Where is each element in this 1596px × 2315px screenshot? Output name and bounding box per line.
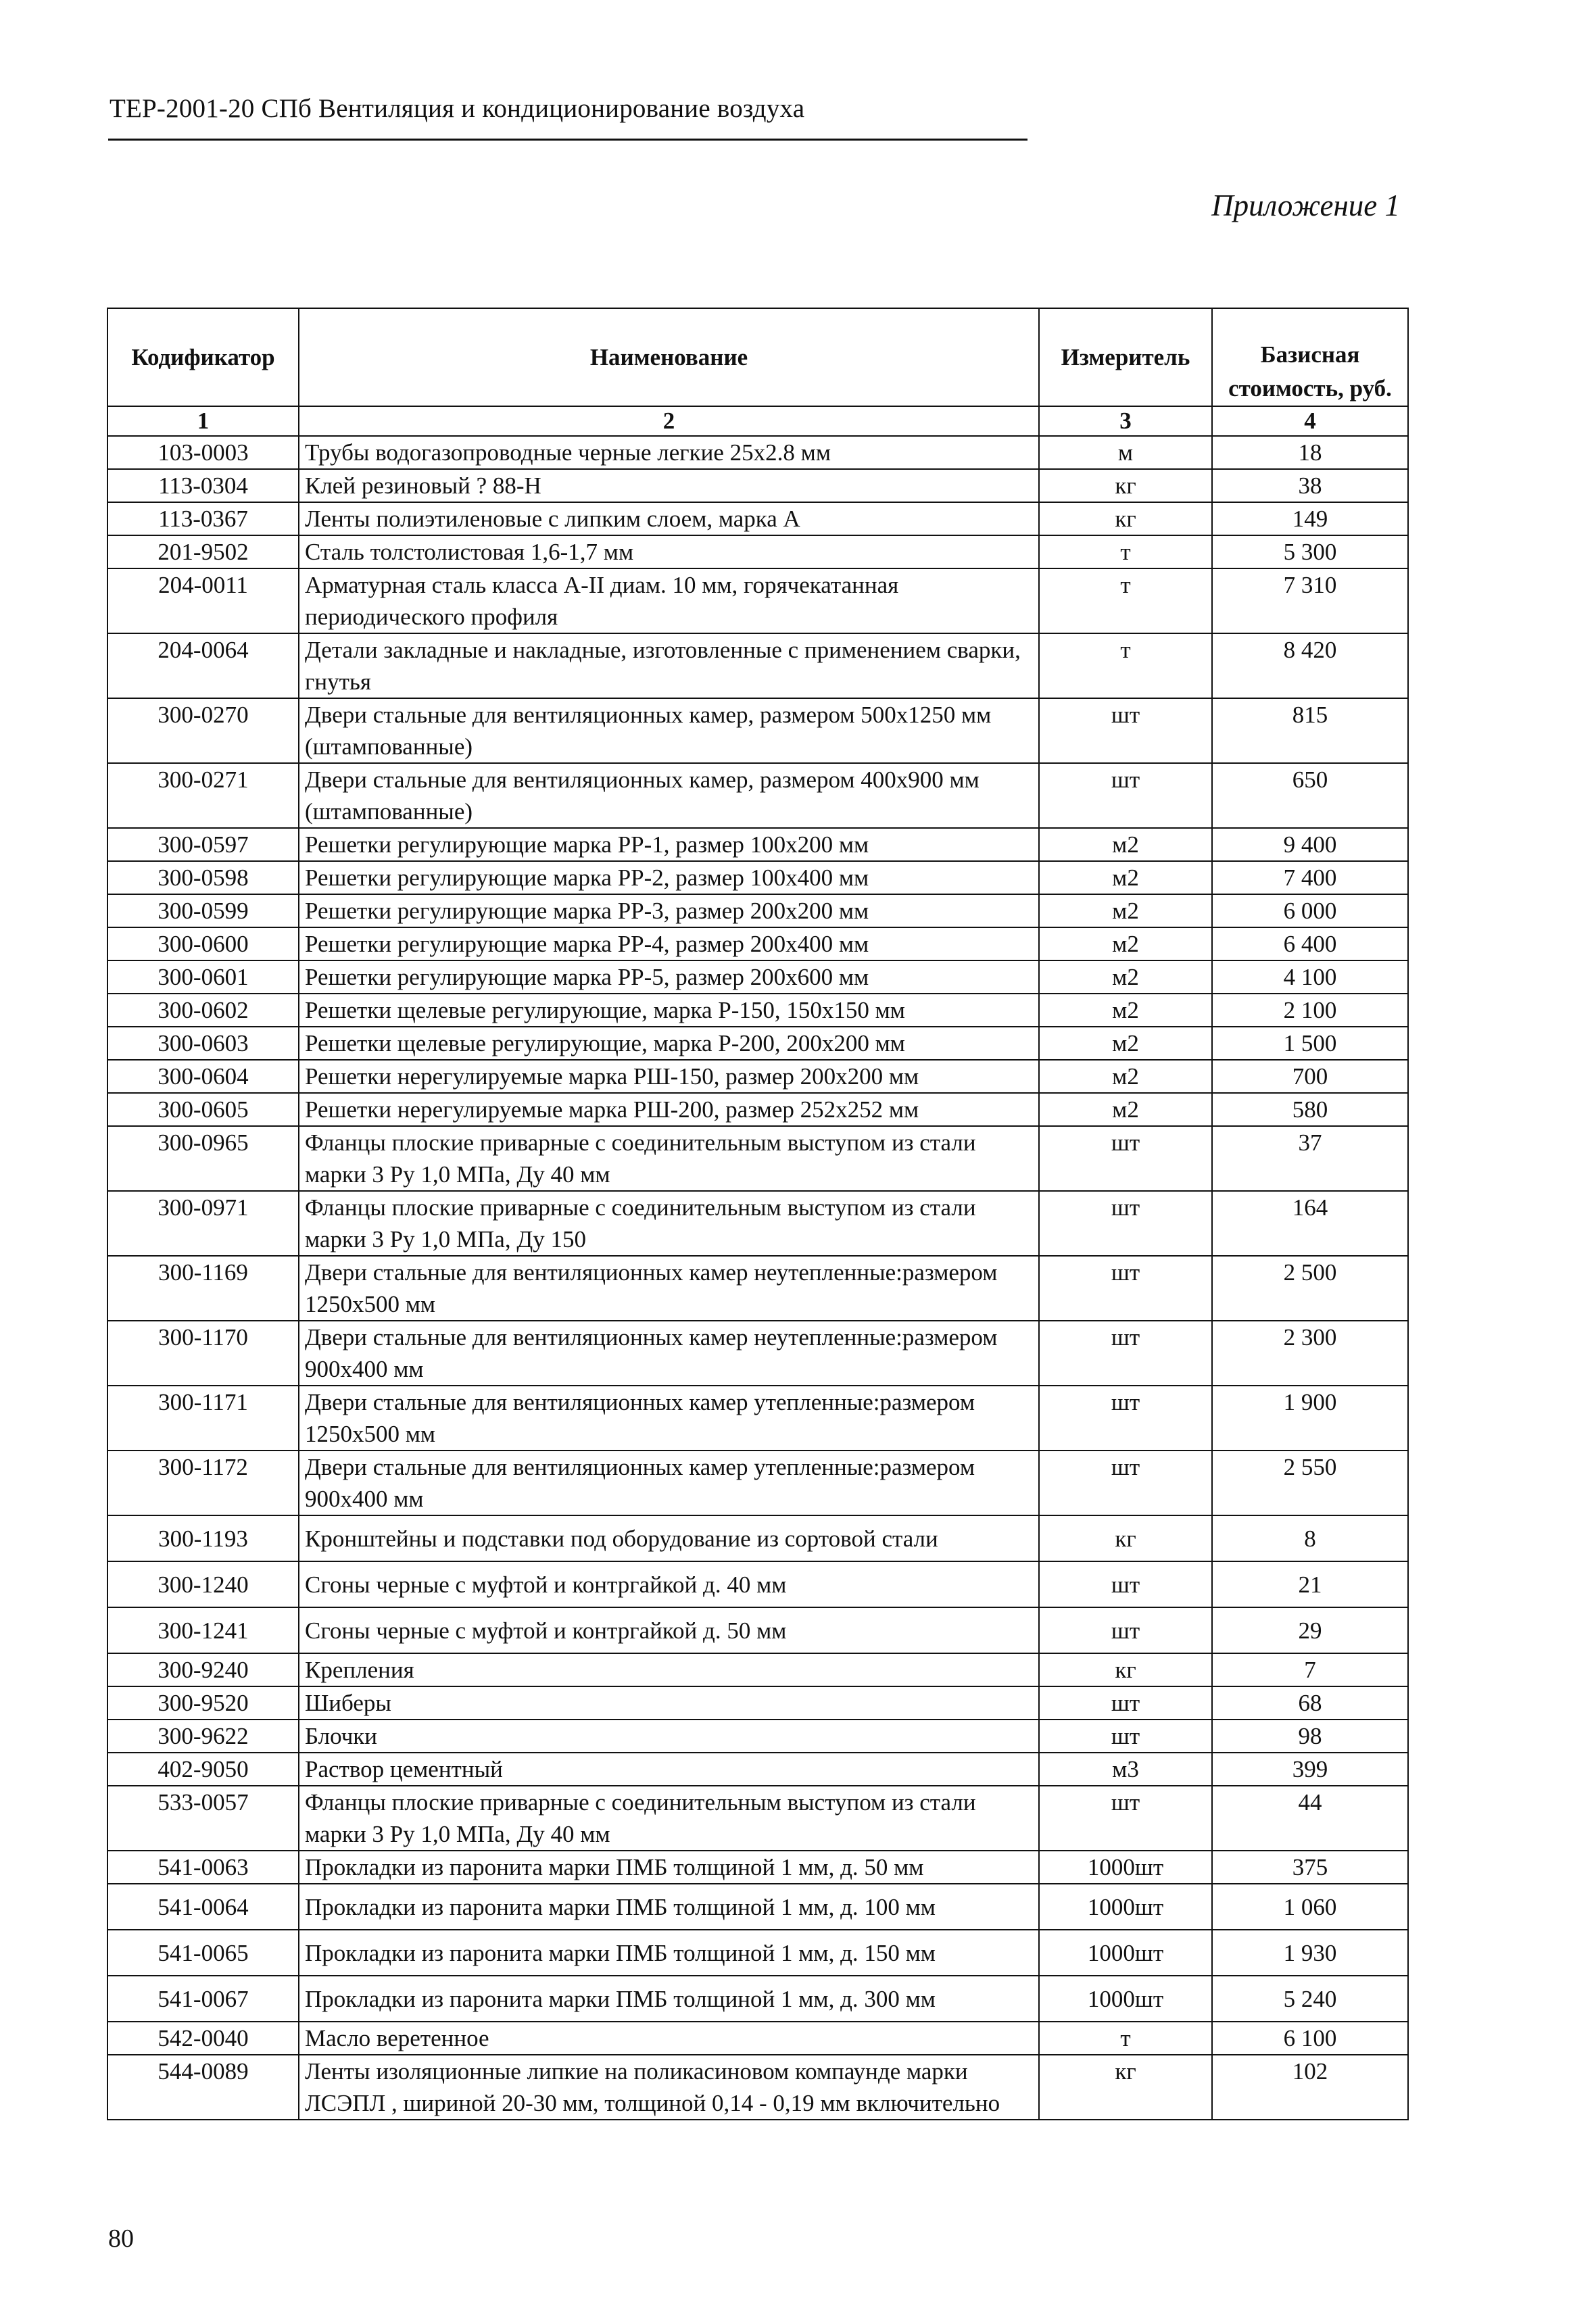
table-row <box>107 502 1408 535</box>
row-name: Решетки нерегулируемые марка РШ-150, размер 200х200 мм <box>299 1060 1039 1093</box>
row-code: 300-0971 <box>107 1191 299 1256</box>
row-name: Прокладки из паронита марки ПМБ толщиной 1 мм, д. 300 мм <box>299 1976 1039 2022</box>
row-unit: шт <box>1039 1256 1212 1321</box>
row-unit: м2 <box>1039 861 1212 894</box>
row-cost: 8 <box>1212 1515 1408 1561</box>
table-row <box>107 698 1408 763</box>
table-row <box>107 1451 1408 1515</box>
column-number-row <box>107 406 1408 436</box>
row-unit: шт <box>1039 763 1212 828</box>
row-unit: м <box>1039 436 1212 469</box>
row-cost: 700 <box>1212 1060 1408 1093</box>
row-name: Сгоны черные с муфтой и контргайкой д. 50 мм <box>299 1607 1039 1653</box>
row-code: 300-0271 <box>107 763 299 828</box>
row-cost: 21 <box>1212 1561 1408 1607</box>
row-unit: м2 <box>1039 1093 1212 1126</box>
row-name: Решетки регулирующие марка РР-5, размер 200х600 мм <box>299 960 1039 994</box>
row-code: 541-0065 <box>107 1930 299 1976</box>
row-code: 541-0063 <box>107 1851 299 1884</box>
table-header-row <box>107 308 1408 406</box>
table-row <box>107 763 1408 828</box>
row-name: Блочки <box>299 1720 1039 1753</box>
column-number: 1 <box>107 406 299 436</box>
table-row <box>107 1851 1408 1884</box>
column-header-code: Кодификатор <box>107 308 299 406</box>
header-divider <box>108 139 1027 141</box>
row-cost: 375 <box>1212 1851 1408 1884</box>
row-name: Кронштейны и подставки под оборудование из сортовой стали <box>299 1515 1039 1561</box>
table-row <box>107 2022 1408 2055</box>
row-unit: т <box>1039 633 1212 698</box>
row-unit: т <box>1039 568 1212 633</box>
row-cost: 37 <box>1212 1126 1408 1191</box>
row-cost: 7 400 <box>1212 861 1408 894</box>
row-code: 300-0600 <box>107 927 299 960</box>
row-cost: 4 100 <box>1212 960 1408 994</box>
row-code: 533-0057 <box>107 1786 299 1851</box>
row-unit: 1000шт <box>1039 1930 1212 1976</box>
row-name: Ленты полиэтиленовые с липким слоем, марка А <box>299 502 1039 535</box>
column-number: 4 <box>1212 406 1408 436</box>
row-unit: шт <box>1039 1607 1212 1653</box>
row-name: Прокладки из паронита марки ПМБ толщиной 1 мм, д. 100 мм <box>299 1884 1039 1930</box>
row-unit: шт <box>1039 698 1212 763</box>
table-row <box>107 1060 1408 1093</box>
row-unit: шт <box>1039 1786 1212 1851</box>
row-cost: 650 <box>1212 763 1408 828</box>
row-unit: шт <box>1039 1451 1212 1515</box>
row-unit: т <box>1039 535 1212 568</box>
table-row <box>107 2055 1408 2120</box>
row-cost: 7 <box>1212 1653 1408 1686</box>
row-unit: м2 <box>1039 894 1212 927</box>
table-row <box>107 828 1408 861</box>
row-code: 300-9520 <box>107 1686 299 1720</box>
row-name: Детали закладные и накладные, изготовленные с применением сварки, гнутья <box>299 633 1039 698</box>
table-row <box>107 1884 1408 1930</box>
row-unit: шт <box>1039 1191 1212 1256</box>
row-code: 544-0089 <box>107 2055 299 2120</box>
column-header-unit: Измеритель <box>1039 308 1212 406</box>
table-row <box>107 1126 1408 1191</box>
row-name: Двери стальные для вентиляционных камер неутепленные:размером 900х400 мм <box>299 1321 1039 1386</box>
row-code: 113-0367 <box>107 502 299 535</box>
row-code: 103-0003 <box>107 436 299 469</box>
row-cost: 44 <box>1212 1786 1408 1851</box>
row-name: Фланцы плоские приварные с соединительным выступом из стали марки 3 Ру 1,0 МПа, Ду 40 мм <box>299 1126 1039 1191</box>
row-unit: шт <box>1039 1720 1212 1753</box>
table-row <box>107 1191 1408 1256</box>
row-code: 300-1241 <box>107 1607 299 1653</box>
price-table <box>107 308 1409 2120</box>
row-code: 402-9050 <box>107 1753 299 1786</box>
table-row <box>107 1720 1408 1753</box>
row-unit: 1000шт <box>1039 1851 1212 1884</box>
row-code: 204-0064 <box>107 633 299 698</box>
row-code: 300-0604 <box>107 1060 299 1093</box>
row-cost: 149 <box>1212 502 1408 535</box>
row-name: Решетки регулирующие марка РР-1, размер 100х200 мм <box>299 828 1039 861</box>
row-cost: 580 <box>1212 1093 1408 1126</box>
table-row <box>107 1321 1408 1386</box>
row-cost: 9 400 <box>1212 828 1408 861</box>
row-unit: шт <box>1039 1386 1212 1451</box>
appendix-label: Приложение 1 <box>1211 189 1400 222</box>
row-name: Фланцы плоские приварные с соединительным выступом из стали марки 3 Ру 1,0 МПа, Ду 40 мм <box>299 1786 1039 1851</box>
row-unit: кг <box>1039 1515 1212 1561</box>
row-code: 300-9622 <box>107 1720 299 1753</box>
row-code: 541-0064 <box>107 1884 299 1930</box>
row-code: 300-0601 <box>107 960 299 994</box>
table-row <box>107 469 1408 502</box>
row-name: Прокладки из паронита марки ПМБ толщиной 1 мм, д. 150 мм <box>299 1930 1039 1976</box>
row-cost: 68 <box>1212 1686 1408 1720</box>
row-name: Раствор цементный <box>299 1753 1039 1786</box>
row-name: Прокладки из паронита марки ПМБ толщиной 1 мм, д. 50 мм <box>299 1851 1039 1884</box>
row-unit: шт <box>1039 1686 1212 1720</box>
row-cost: 6 100 <box>1212 2022 1408 2055</box>
table-row <box>107 1930 1408 1976</box>
row-code: 113-0304 <box>107 469 299 502</box>
table-row <box>107 1653 1408 1686</box>
row-name: Сталь толстолистовая 1,6-1,7 мм <box>299 535 1039 568</box>
table-row <box>107 927 1408 960</box>
row-unit: шт <box>1039 1126 1212 1191</box>
row-code: 300-0598 <box>107 861 299 894</box>
row-name: Арматурная сталь класса А-II диам. 10 мм, горячекатанная периодического профиля <box>299 568 1039 633</box>
row-cost: 8 420 <box>1212 633 1408 698</box>
row-code: 300-0965 <box>107 1126 299 1191</box>
row-name: Трубы водогазопроводные черные легкие 25х2.8 мм <box>299 436 1039 469</box>
row-code: 300-0603 <box>107 1027 299 1060</box>
row-code: 201-9502 <box>107 535 299 568</box>
row-code: 300-1193 <box>107 1515 299 1561</box>
row-unit: м2 <box>1039 960 1212 994</box>
row-name: Клей резиновый ? 88-Н <box>299 469 1039 502</box>
row-unit: кг <box>1039 469 1212 502</box>
row-code: 204-0011 <box>107 568 299 633</box>
row-unit: м2 <box>1039 927 1212 960</box>
row-name: Двери стальные для вентиляционных камер утепленные:размером 1250х500 мм <box>299 1386 1039 1451</box>
row-cost: 7 310 <box>1212 568 1408 633</box>
row-name: Двери стальные для вентиляционных камер неутепленные:размером 1250х500 мм <box>299 1256 1039 1321</box>
row-cost: 29 <box>1212 1607 1408 1653</box>
table-row <box>107 633 1408 698</box>
table-body <box>107 436 1408 2120</box>
row-code: 300-1170 <box>107 1321 299 1386</box>
row-cost: 2 550 <box>1212 1451 1408 1515</box>
row-cost: 1 060 <box>1212 1884 1408 1930</box>
row-code: 542-0040 <box>107 2022 299 2055</box>
table-row <box>107 1561 1408 1607</box>
row-unit: шт <box>1039 1321 1212 1386</box>
row-name: Решетки регулирующие марка РР-2, размер 100х400 мм <box>299 861 1039 894</box>
document-title: ТЕР-2001-20 СПб Вентиляция и кондиционирование воздуха <box>110 94 805 123</box>
row-name: Решетки нерегулируемые марка РШ-200, размер 252х252 мм <box>299 1093 1039 1126</box>
row-name: Решетки щелевые регулирующие, марка Р-150, 150х150 мм <box>299 994 1039 1027</box>
row-code: 300-1169 <box>107 1256 299 1321</box>
row-cost: 38 <box>1212 469 1408 502</box>
row-unit: м2 <box>1039 1060 1212 1093</box>
row-cost: 1 930 <box>1212 1930 1408 1976</box>
row-unit: м2 <box>1039 828 1212 861</box>
row-cost: 5 240 <box>1212 1976 1408 2022</box>
row-name: Решетки щелевые регулирующие, марка Р-200, 200х200 мм <box>299 1027 1039 1060</box>
row-code: 300-0602 <box>107 994 299 1027</box>
column-number: 2 <box>299 406 1039 436</box>
table-row <box>107 436 1408 469</box>
table-row <box>107 861 1408 894</box>
row-unit: 1000шт <box>1039 1976 1212 2022</box>
table-row <box>107 1027 1408 1060</box>
row-name: Решетки регулирующие марка РР-4, размер 200х400 мм <box>299 927 1039 960</box>
row-name: Фланцы плоские приварные с соединительным выступом из стали марки 3 Ру 1,0 МПа, Ду 150 <box>299 1191 1039 1256</box>
table-row <box>107 994 1408 1027</box>
row-cost: 6 000 <box>1212 894 1408 927</box>
table-row <box>107 1686 1408 1720</box>
row-unit: т <box>1039 2022 1212 2055</box>
table-row <box>107 1786 1408 1851</box>
table-row <box>107 1515 1408 1561</box>
row-name: Шиберы <box>299 1686 1039 1720</box>
row-cost: 1 900 <box>1212 1386 1408 1451</box>
table-row <box>107 1976 1408 2022</box>
row-cost: 2 500 <box>1212 1256 1408 1321</box>
row-unit: м2 <box>1039 994 1212 1027</box>
row-name: Крепления <box>299 1653 1039 1686</box>
row-code: 300-0605 <box>107 1093 299 1126</box>
row-unit: м3 <box>1039 1753 1212 1786</box>
table-row <box>107 535 1408 568</box>
table-row <box>107 568 1408 633</box>
row-unit: кг <box>1039 2055 1212 2120</box>
column-number: 3 <box>1039 406 1212 436</box>
row-cost: 18 <box>1212 436 1408 469</box>
row-code: 300-0599 <box>107 894 299 927</box>
table-row <box>107 1256 1408 1321</box>
row-code: 300-1240 <box>107 1561 299 1607</box>
row-code: 300-9240 <box>107 1653 299 1686</box>
table-row <box>107 1386 1408 1451</box>
row-cost: 815 <box>1212 698 1408 763</box>
column-header-name: Наименование <box>299 308 1039 406</box>
row-unit: кг <box>1039 502 1212 535</box>
row-name: Двери стальные для вентиляционных камер утепленные:размером 900х400 мм <box>299 1451 1039 1515</box>
table-row <box>107 1607 1408 1653</box>
row-cost: 399 <box>1212 1753 1408 1786</box>
row-cost: 102 <box>1212 2055 1408 2120</box>
row-name: Сгоны черные с муфтой и контргайкой д. 40 мм <box>299 1561 1039 1607</box>
row-cost: 2 100 <box>1212 994 1408 1027</box>
row-code: 541-0067 <box>107 1976 299 2022</box>
row-name: Двери стальные для вентиляционных камер, размером 400х900 мм (штампованные) <box>299 763 1039 828</box>
row-code: 300-0597 <box>107 828 299 861</box>
table-row <box>107 1753 1408 1786</box>
row-code: 300-0270 <box>107 698 299 763</box>
row-unit: шт <box>1039 1561 1212 1607</box>
row-name: Ленты изоляционные липкие на поликасиновом компаунде марки ЛСЭПЛ , шириной 20-30 мм, толщиной 0,14 - 0,19 мм включительно <box>299 2055 1039 2120</box>
row-unit: м2 <box>1039 1027 1212 1060</box>
row-name: Масло веретенное <box>299 2022 1039 2055</box>
row-cost: 5 300 <box>1212 535 1408 568</box>
row-name: Двери стальные для вентиляционных камер, размером 500х1250 мм (штампованные) <box>299 698 1039 763</box>
column-header-cost: Базисная стоимость, руб. <box>1212 308 1408 406</box>
row-cost: 98 <box>1212 1720 1408 1753</box>
row-name: Решетки регулирующие марка РР-3, размер 200х200 мм <box>299 894 1039 927</box>
table-row <box>107 960 1408 994</box>
page-number: 80 <box>108 2224 134 2253</box>
row-code: 300-1172 <box>107 1451 299 1515</box>
row-cost: 1 500 <box>1212 1027 1408 1060</box>
row-code: 300-1171 <box>107 1386 299 1451</box>
row-unit: кг <box>1039 1653 1212 1686</box>
row-cost: 2 300 <box>1212 1321 1408 1386</box>
table-row <box>107 894 1408 927</box>
row-cost: 6 400 <box>1212 927 1408 960</box>
row-cost: 164 <box>1212 1191 1408 1256</box>
table-row <box>107 1093 1408 1126</box>
row-unit: 1000шт <box>1039 1884 1212 1930</box>
